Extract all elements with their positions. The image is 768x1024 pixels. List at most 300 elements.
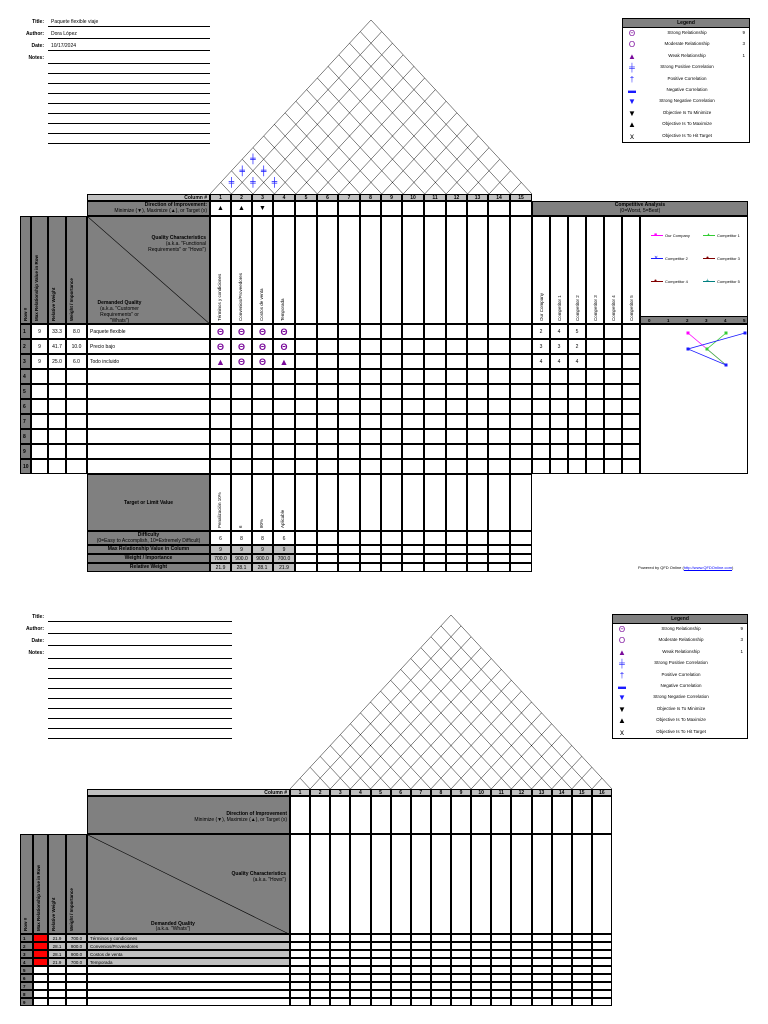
relationship-cell <box>317 324 338 339</box>
legend-row <box>613 647 747 658</box>
relationship-cell <box>310 974 330 982</box>
relationship-cell <box>231 459 252 474</box>
relationship-cell: Θ <box>273 324 295 339</box>
scale-tick: 1 <box>667 318 670 323</box>
legend-symbol-icon: ▼ <box>628 108 636 118</box>
scale-tick: 3 <box>705 318 708 323</box>
side-header-text: Row # <box>23 307 28 321</box>
relationship-cell <box>290 990 310 998</box>
weightimp-cell <box>467 554 488 563</box>
relweight-cell: 21.9 <box>210 563 231 572</box>
row-number: 2 <box>20 942 33 950</box>
relationship-cell <box>402 414 424 429</box>
notes-line[interactable] <box>48 728 232 729</box>
notes-line[interactable] <box>48 668 232 669</box>
relationship-cell <box>391 990 411 998</box>
competitive-score <box>532 369 550 384</box>
header-label-author: Author: <box>25 31 44 37</box>
relationship-cell <box>552 974 572 982</box>
series-point <box>725 332 728 335</box>
column-number: 13 <box>467 194 488 201</box>
row-relative-weight: 28.1 <box>48 942 66 950</box>
row-number: 7 <box>20 982 33 990</box>
column-number: 12 <box>511 789 531 796</box>
relationship-cell <box>424 369 446 384</box>
relationship-cell <box>381 354 402 369</box>
scale-tick: 0 <box>648 318 651 323</box>
relationship-cell <box>252 429 273 444</box>
roof-line <box>328 66 446 194</box>
competitive-score: 2 <box>568 339 586 354</box>
weightimp-cell <box>338 554 360 563</box>
relweight-label-cell <box>87 563 210 572</box>
relationship-cell <box>431 998 451 1006</box>
competitive-score <box>568 429 586 444</box>
roof-line <box>350 43 490 194</box>
series-point <box>687 348 690 351</box>
relationship-cell <box>381 459 402 474</box>
competitive-score <box>586 384 604 399</box>
relationship-cell <box>446 384 467 399</box>
target-cell <box>231 474 252 531</box>
relationship-cell: Θ <box>273 339 295 354</box>
relationship-cell: Θ <box>252 324 273 339</box>
legend-row <box>623 119 749 130</box>
relationship-cell <box>467 399 488 414</box>
column-number: 4 <box>350 789 370 796</box>
weightimp-cell <box>402 554 424 563</box>
direction-cell <box>592 796 612 834</box>
relationship-cell <box>310 950 330 958</box>
relationship-cell <box>411 982 431 990</box>
notes-line[interactable] <box>48 688 232 689</box>
relationship-cell <box>510 459 532 474</box>
legend-box <box>622 18 750 143</box>
competitive-score: 4 <box>550 354 568 369</box>
row-weight <box>66 399 87 414</box>
legend-row <box>623 108 749 119</box>
relationship-cell <box>424 399 446 414</box>
competitive-score <box>550 369 568 384</box>
relationship-cell <box>491 942 511 950</box>
roof-line <box>391 669 502 789</box>
direction-sub: Minimize (▼), Maximize (▲), or Target (x) <box>194 817 287 823</box>
relationship-cell <box>491 998 511 1006</box>
legend-label: Objective Is To Hit Target <box>656 728 706 734</box>
relationship-cell <box>424 384 446 399</box>
quality-characteristic-cell <box>488 216 510 324</box>
legend-symbol-icon: † <box>629 74 635 84</box>
relationship-cell <box>592 990 612 998</box>
difficulty-cell: 8 <box>231 531 252 545</box>
relationship-cell <box>511 934 531 942</box>
column-number-label: Column # <box>87 789 290 796</box>
relationship-cell <box>402 444 424 459</box>
relationship-cell <box>411 950 431 958</box>
relationship-cell <box>467 369 488 384</box>
relationship-cell <box>411 974 431 982</box>
relationship-cell <box>431 966 451 974</box>
relationship-cell <box>338 324 360 339</box>
relationship-cell <box>592 950 612 958</box>
direction-cell <box>431 796 451 834</box>
row-max-value <box>33 942 48 950</box>
relationship-cell <box>231 444 252 459</box>
diagonal-line <box>88 835 290 934</box>
maxcol-label-cell <box>87 545 210 554</box>
series-line <box>707 333 726 365</box>
competitive-score <box>532 459 550 474</box>
direction-cell <box>510 201 532 216</box>
weightimp-cell: 900.0 <box>231 554 252 563</box>
relationship-cell <box>391 942 411 950</box>
competitive-score <box>550 399 568 414</box>
target-value: Aplicable <box>280 509 285 528</box>
difficulty-sub: (0=Easy to Accomplish, 10=Extremely Difficult) <box>96 538 201 544</box>
relationship-cell <box>552 934 572 942</box>
relationship-cell <box>552 998 572 1006</box>
competitive-score: 3 <box>532 339 550 354</box>
relweight-cell <box>381 563 402 572</box>
row-relative-weight <box>48 982 66 990</box>
correlation-mark-icon: ╪ <box>250 155 256 166</box>
relationship-cell <box>511 998 531 1006</box>
relationship-cell <box>471 934 491 942</box>
quality-characteristic-cell <box>290 834 310 934</box>
competitive-score <box>586 429 604 444</box>
relationship-cell <box>488 429 510 444</box>
maxcol-cell <box>381 545 402 554</box>
demanded-label: Demanded Quality <box>97 300 142 306</box>
notes-line[interactable] <box>48 73 210 74</box>
series-marker-icon: ✕ <box>654 255 659 261</box>
legend-label: Strong Negative Correlation <box>659 98 715 104</box>
competitive-score <box>586 324 604 339</box>
relationship-cell <box>295 339 317 354</box>
relationship-cell <box>510 414 532 429</box>
difficulty-cell <box>446 531 467 545</box>
relationship-cell <box>338 459 360 474</box>
competitive-score <box>586 339 604 354</box>
relationship-cell <box>488 324 510 339</box>
relationship-cell: ▲ <box>273 354 295 369</box>
relationship-cell <box>273 429 295 444</box>
competitive-score <box>622 399 640 414</box>
relationship-cell <box>467 459 488 474</box>
notes-line[interactable] <box>48 658 232 659</box>
demanded-quality-name <box>87 982 290 990</box>
column-number: 9 <box>381 194 402 201</box>
relationship-cell <box>467 324 488 339</box>
relationship-cell <box>424 324 446 339</box>
competitive-column-name: Competitor 2 <box>575 295 580 321</box>
relationship-cell: Θ <box>210 339 231 354</box>
legend-label: Objective Is To Minimize <box>662 109 712 115</box>
quality-characteristic-cell <box>338 216 360 324</box>
header-value-date[interactable]: 10/17/2024 <box>51 43 77 49</box>
notes-line[interactable] <box>48 738 232 739</box>
roof-line <box>592 778 602 789</box>
relationship-cell <box>510 354 532 369</box>
direction-cell <box>446 201 467 216</box>
direction-label: Direction of Improvement <box>226 811 287 817</box>
weightimp-label: Weight / Importance <box>124 555 173 561</box>
direction-cell <box>350 796 370 834</box>
direction-cell <box>532 796 552 834</box>
maxcol-cell <box>424 545 446 554</box>
header-label-title: Title: <box>32 19 44 25</box>
difficulty-cell <box>317 531 338 545</box>
relationship-cell <box>371 958 391 966</box>
relationship-cell <box>467 414 488 429</box>
competitive-column-name: Our Company <box>539 292 544 321</box>
competitive-score <box>604 444 622 459</box>
relationship-cell <box>295 384 317 399</box>
relationship-cell <box>572 982 592 990</box>
series-label: Our Company <box>665 233 690 238</box>
quality-demanded-header <box>87 834 290 934</box>
legend-symbol-icon: ▲ <box>618 647 626 657</box>
relationship-cell <box>350 950 370 958</box>
relationship-cell <box>532 974 552 982</box>
competitive-score <box>532 444 550 459</box>
relationship-cell <box>317 459 338 474</box>
direction-cell: ▲ <box>231 201 252 216</box>
relationship-cell <box>273 459 295 474</box>
column-number: 8 <box>431 789 451 796</box>
relationship-cell <box>273 369 295 384</box>
legend-label: Strong Positive Correlation <box>660 64 714 70</box>
competitive-column-name: Competitor 3 <box>593 295 598 321</box>
notes-line[interactable] <box>48 718 232 719</box>
column-number: 10 <box>402 194 424 201</box>
relationship-cell <box>290 998 310 1006</box>
legend-row <box>623 131 749 142</box>
row-number: 5 <box>20 384 31 399</box>
header-line <box>48 50 210 51</box>
roof-line <box>320 756 350 789</box>
notes-line[interactable] <box>48 103 210 104</box>
direction-cell <box>491 796 511 834</box>
header-value-author[interactable]: Dora López <box>51 31 77 37</box>
relweight-label: Relative Weight <box>129 564 168 570</box>
quality-characteristic-cell <box>360 216 381 324</box>
relationship-cell <box>350 934 370 942</box>
relweight-cell <box>424 563 446 572</box>
relationship-cell <box>371 982 391 990</box>
series-label: Competitor 4 <box>665 279 688 284</box>
relationship-cell <box>295 369 317 384</box>
quality-characteristic-cell <box>510 216 532 324</box>
row-relative-weight <box>48 414 66 429</box>
row-weight: 900.0 <box>66 950 87 958</box>
correlation-mark-icon: ╪ <box>260 166 267 177</box>
relationship-cell <box>252 459 273 474</box>
relweight-cell <box>510 563 532 572</box>
relweight-cell <box>488 563 510 572</box>
legend-symbol-icon: ╪ <box>619 659 625 669</box>
series-label: Competitor 2 <box>665 256 688 261</box>
diagonal-line <box>88 835 290 934</box>
roof-line <box>210 20 371 194</box>
quality-characteristic-cell <box>402 216 424 324</box>
target-cell <box>424 474 446 531</box>
series-label: Competitor 1 <box>717 233 740 238</box>
roof-line <box>339 90 436 194</box>
relationship-cell <box>360 399 381 414</box>
relationship-cell <box>295 459 317 474</box>
maxcol-label: Max Relationship Value in Column <box>107 546 190 552</box>
demanded-quality-name <box>87 998 290 1006</box>
demanded-quality-name <box>87 399 210 414</box>
relationship-cell <box>471 958 491 966</box>
relationship-cell <box>532 982 552 990</box>
demanded-sub: (a.k.a. "Customer Requirements" or "Whats") <box>100 306 139 324</box>
row-number: 6 <box>20 399 31 414</box>
quality-characteristic-cell <box>381 216 402 324</box>
relationship-cell <box>572 942 592 950</box>
direction-cell <box>467 201 488 216</box>
notes-line[interactable] <box>48 93 210 94</box>
maxcol-cell: 9 <box>231 545 252 554</box>
competitive-score <box>568 369 586 384</box>
direction-cell <box>552 796 572 834</box>
relationship-cell <box>510 369 532 384</box>
relationship-cell <box>252 414 273 429</box>
competitive-score: 5 <box>568 324 586 339</box>
relationship-cell <box>402 339 424 354</box>
column-number: 7 <box>338 194 360 201</box>
notes-line[interactable] <box>48 678 232 679</box>
header-value-title[interactable]: Paquete flexible viaje <box>51 19 99 25</box>
competitive-score <box>586 414 604 429</box>
row-max-value <box>33 998 48 1006</box>
row-weight: 8.0 <box>66 324 87 339</box>
notes-line[interactable] <box>48 113 210 114</box>
row-relative-weight <box>48 998 66 1006</box>
notes-line[interactable] <box>48 133 210 134</box>
row-weight: 700.0 <box>66 958 87 966</box>
relationship-cell <box>592 942 612 950</box>
relationship-cell <box>371 950 391 958</box>
relationship-cell <box>391 950 411 958</box>
target-value: Penalización 10% <box>217 492 222 528</box>
relationship-cell <box>451 982 471 990</box>
relationship-cell <box>231 384 252 399</box>
notes-line[interactable] <box>48 63 210 64</box>
relationship-cell <box>310 958 330 966</box>
row-number: 10 <box>20 459 31 474</box>
relationship-cell <box>338 384 360 399</box>
relationship-cell <box>231 429 252 444</box>
relationship-cell <box>252 369 273 384</box>
row-max-value <box>31 444 48 459</box>
target-cell <box>381 474 402 531</box>
relationship-cell <box>338 354 360 369</box>
row-weight <box>66 966 87 974</box>
notes-line[interactable] <box>48 143 210 144</box>
competitive-score <box>532 429 550 444</box>
legend-symbol-icon: O <box>618 636 626 646</box>
row-weight <box>66 384 87 399</box>
correlation-mark-icon: ╪ <box>228 178 235 189</box>
row-relative-weight <box>48 429 66 444</box>
relationship-cell <box>532 966 552 974</box>
legend-row <box>623 28 749 39</box>
relationship-cell <box>411 990 431 998</box>
maxcol-cell: 9 <box>273 545 295 554</box>
column-number: 14 <box>488 194 510 201</box>
roof-line <box>340 735 390 789</box>
legend-symbol-icon: ▼ <box>628 97 636 107</box>
correlation-mark-icon: ╪ <box>250 178 256 189</box>
legend-row <box>613 624 747 635</box>
row-number: 9 <box>20 998 33 1006</box>
relationship-cell <box>295 324 317 339</box>
notes-line[interactable] <box>48 83 210 84</box>
legend-row <box>623 96 749 107</box>
blank-footer-left <box>20 474 87 574</box>
competitive-score <box>604 429 622 444</box>
relationship-cell <box>360 324 381 339</box>
competitive-score <box>550 414 568 429</box>
competitive-score <box>586 459 604 474</box>
legend-symbol-icon: ╪ <box>629 63 635 73</box>
row-max-value <box>31 414 48 429</box>
column-number: 8 <box>360 194 381 201</box>
header-label-notes: Notes: <box>28 650 44 656</box>
demanded-quality-name <box>87 444 210 459</box>
competitive-plot <box>641 325 748 474</box>
quality-characteristic-cell <box>317 216 338 324</box>
relationship-cell <box>273 399 295 414</box>
header-label-date: Date: <box>31 43 44 49</box>
relationship-cell <box>371 942 391 950</box>
competitive-score <box>586 444 604 459</box>
relationship-cell <box>210 384 231 399</box>
competitive-score <box>604 369 622 384</box>
row-max-value <box>33 982 48 990</box>
relationship-cell <box>592 998 612 1006</box>
powered-link[interactable]: http://www.QFDOnline.com <box>683 565 733 570</box>
side-header-text: Relative Weight <box>51 287 56 321</box>
header-line <box>48 38 210 39</box>
relationship-cell <box>295 444 317 459</box>
header-label-date: Date: <box>31 638 44 644</box>
correlation-roof <box>289 614 613 790</box>
relationship-cell <box>360 384 381 399</box>
direction-cell <box>572 796 592 834</box>
notes-line[interactable] <box>48 698 232 699</box>
direction-cell <box>451 796 471 834</box>
row-number: 4 <box>20 369 31 384</box>
relationship-cell <box>592 966 612 974</box>
row-max-value <box>31 429 48 444</box>
relationship-cell <box>330 942 350 950</box>
maxcol-cell: 9 <box>252 545 273 554</box>
maxcol-cell: 9 <box>210 545 231 554</box>
row-weight <box>66 974 87 982</box>
maxcol-cell <box>317 545 338 554</box>
roof-line <box>296 66 414 194</box>
notes-line[interactable] <box>48 123 210 124</box>
powered-by <box>638 565 733 570</box>
direction-cell <box>381 201 402 216</box>
notes-line[interactable] <box>48 708 232 709</box>
legend-label: Strong Negative Correlation <box>653 694 709 700</box>
relationship-cell <box>210 444 231 459</box>
column-number: 4 <box>273 194 295 201</box>
